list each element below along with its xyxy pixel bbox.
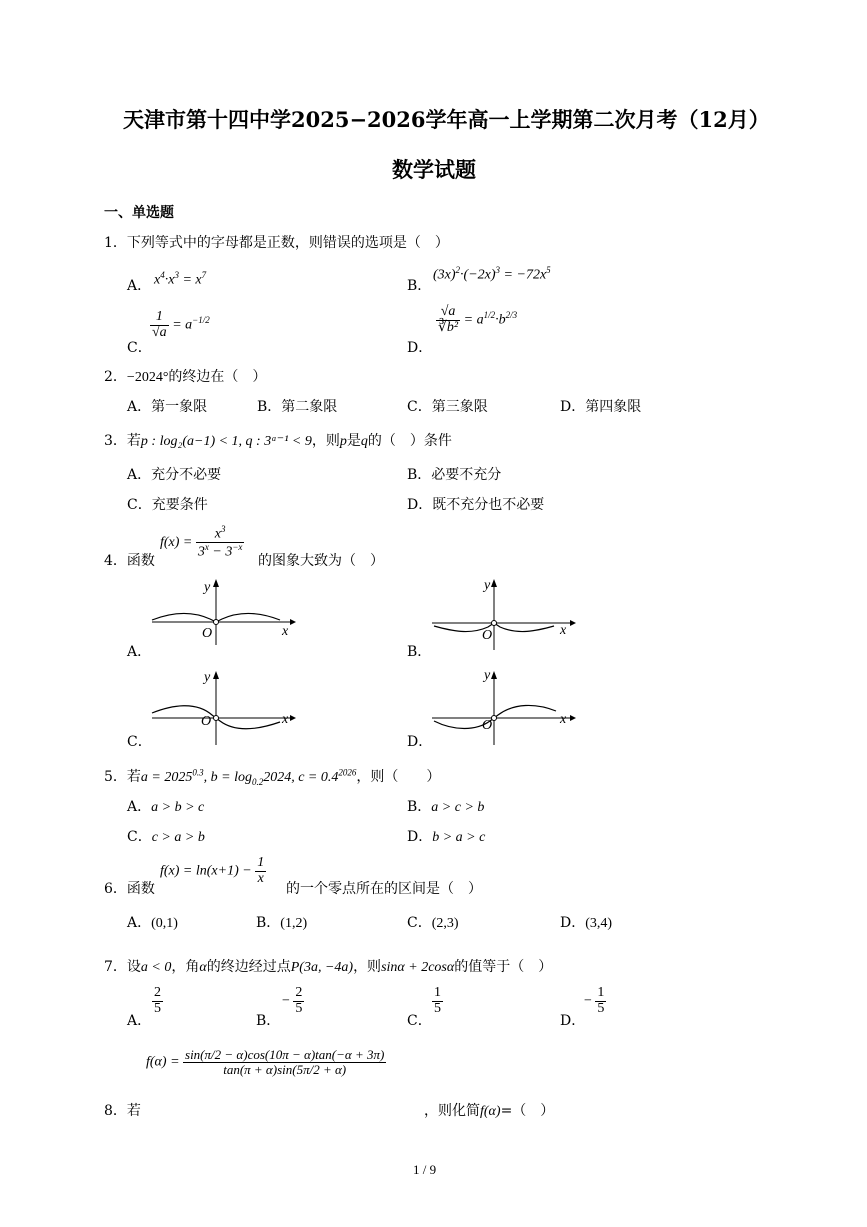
graph-a-o: O [202,626,213,641]
q2-option-a: A．第一象限 [127,399,208,415]
q5-option-c: C．c > a > b [127,829,205,845]
q5-option-d: D．b > a > c [407,829,486,845]
question-7-stem: 7．设a < 0，角α的终边经过点P(3a, −4a)，则sinα + 2cosα的值等于（ ） [104,959,553,975]
page-number: 1 / 9 [413,1162,437,1177]
q3-option-d: D．既不充分也不必要 [407,497,545,513]
graph-a-y: y [204,580,211,595]
q6-option-a: A．(0,1) [127,915,178,931]
q7-option-a-label: A． [127,1013,152,1029]
q7-option-b-expr: − $\frac{2}{5}$ [282,985,303,1016]
page-subtitle: 数学试题 [392,157,476,182]
q1-option-c-label: C． [127,340,152,356]
q2-option-d: D．第四象限 [560,399,642,415]
graph-a [150,575,300,645]
question-4-suffix: 的图象大致为（ ） [258,553,384,569]
graph-c-y: y [204,670,211,685]
q2-option-b: B．第二象限 [257,399,338,415]
page-title: 天津市第十四中学2025−2026学年高一上学期第二次月考（12月） [123,107,770,132]
q1-option-b-expr: $(3x)^2\cdot(-2x)^3 = -72x^5$ [433,265,551,283]
q1-option-b-label: B． [407,278,432,294]
question-1-stem: 1．下列等式中的字母都是正数，则错误的选项是（ ） [104,235,449,251]
q6-option-b: B．(1,2) [256,915,308,931]
q1-option-c-expr: $\frac{1}{√a}$ = $a^{-1/2}$ [152,309,210,340]
graph-b-o: O [482,628,493,643]
question-4-prefix: 4．函数 [104,553,155,569]
q4-option-b-label: B． [407,644,432,660]
question-3-stem: 3．若p : log₂(a−1) < 1, q : 3ᵃ⁻¹ < 9，则p是q的（ ）条件 [104,433,452,449]
question-2-stem: 2．−2024°的终边在（ ） [104,369,267,385]
q1-option-a-label: A． [127,278,152,294]
q6-option-d: D．(3,4) [560,915,613,931]
q7-option-d-expr: − $\frac{1}{5}$ [584,985,605,1016]
graph-d-y: y [484,668,491,683]
graph-c-x: x [282,712,289,727]
q8-function: f(α) = $\frac{\sin(\pi/2 - \alpha)\cos(10\pi - \alpha)\tan(-\alpha + 3\pi)}{\tan(\pi + \alpha)\sin(5\pi/2 + \alpha)}$ [146,1047,385,1077]
graph-b [430,575,580,650]
q6-function: f(x) = ln(x+1) − $\frac{1}{x}$ [160,855,265,886]
q2-option-c: C．第三象限 [407,399,488,415]
q7-option-c-label: C． [407,1013,432,1029]
q1-option-a-expr: $x^4\cdot x^3 = x^7$ [154,270,207,288]
graph-d [430,665,580,745]
section-heading: 一、单选题 [104,205,174,221]
graph-d-o: O [482,718,493,733]
q7-option-a-expr: $\frac{2}{5}$ [154,985,161,1016]
q3-option-b: B．必要不充分 [407,467,502,483]
q5-option-a: A．a > b > c [127,799,205,815]
q1-option-d-expr: $\frac{√a}{\text{∛b²}}$ = $a^{1/2}\cdot b^{2/3}$ [438,304,518,335]
graph-c [150,665,300,745]
question-6-suffix: 的一个零点所在的区间是（ ） [286,881,482,897]
graph-c-o: O [201,714,212,729]
q4-option-a-label: A． [127,644,152,660]
question-8-stem: ，则化简f(α)=（ ） [424,1103,555,1119]
graph-b-x: x [560,623,567,638]
q4-option-d-label: D． [407,734,433,750]
q7-option-d-label: D． [560,1013,586,1029]
q5-option-b: B．a > c > b [407,799,485,815]
question-8-prefix: 8．若 [104,1103,141,1119]
graph-a-x: x [282,624,289,639]
q3-option-a: A．充分不必要 [127,467,222,483]
question-5-stem: 5．若$a = 2025^{0.3}$, $b = \log_{0.2}2024$, $c = 0.4^{2026}$，则（ ） [104,767,441,787]
q3-option-c: C．充要条件 [127,497,208,513]
q4-option-c-label: C． [127,734,152,750]
q4-function: f(x) = $\frac{x^3}{3^x - 3^{-x}}$ [160,524,243,560]
q6-option-c: C．(2,3) [407,915,459,931]
q7-option-b-label: B． [256,1013,281,1029]
q7-option-c-expr: $\frac{1}{5}$ [434,985,441,1016]
q1-option-d-label: D． [407,340,433,356]
graph-b-y: y [484,578,491,593]
graph-d-x: x [560,712,567,727]
question-6-prefix: 6．函数 [104,881,155,897]
